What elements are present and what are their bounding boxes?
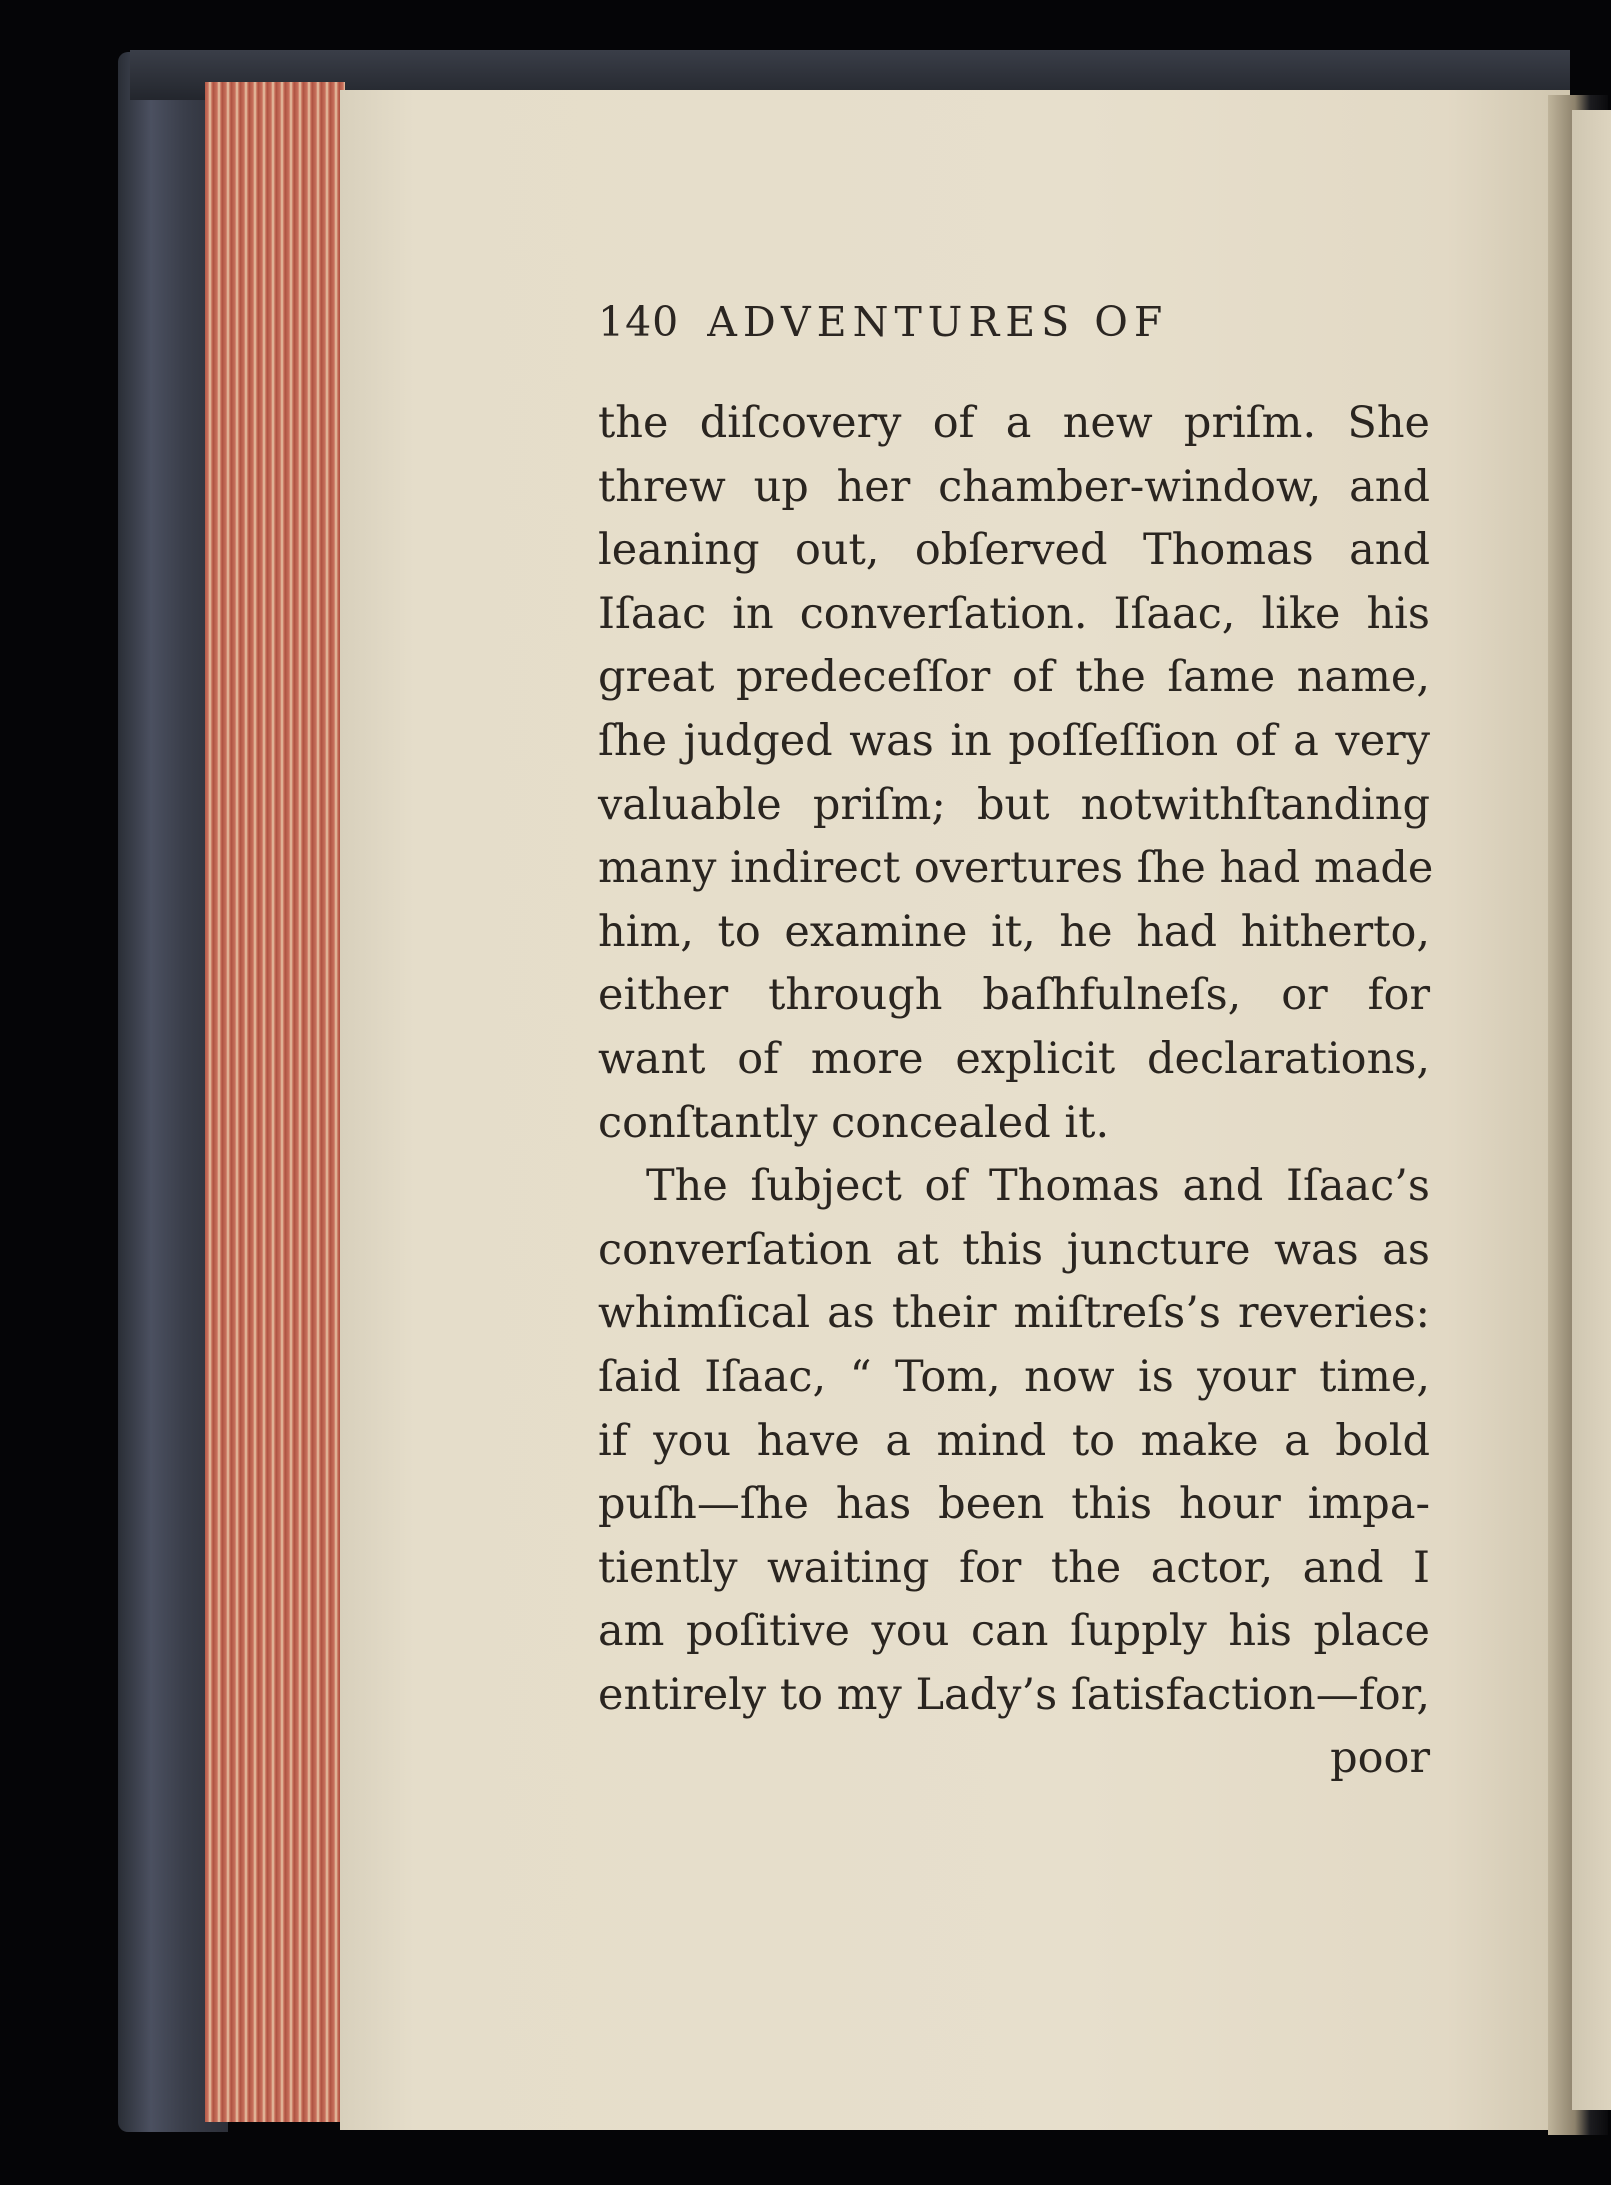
text-line: tiently waiting for the actor, and I	[598, 1542, 1430, 1593]
running-head	[598, 298, 1358, 346]
text-line: Iſaac in converſation. Iſaac, like his	[598, 588, 1430, 639]
facing-page-edge	[1572, 110, 1611, 2110]
text-line: am poſitive you can ſupply his place	[598, 1606, 1430, 1657]
page-edges	[205, 82, 345, 2122]
body-text	[598, 392, 1434, 1791]
text-line: puſh—ſhe has been this hour impa-	[598, 1479, 1430, 1530]
page-number: 140	[598, 298, 680, 346]
text-line: the diſcovery of a new priſm. She	[598, 398, 1430, 448]
text-line: entirely to my Lady’s ſatisfaction—for,	[598, 1669, 1431, 1720]
text-line: either through baſhfulneſs, or for	[598, 970, 1430, 1021]
text-line: The ſubject of Thomas and Iſaac’s	[646, 1161, 1430, 1212]
text-line: great predeceſſor of the ſame name,	[598, 652, 1430, 703]
text-line: leaning out, obſerved Thomas and	[598, 525, 1430, 576]
text-line: valuable priſm; but notwithſtanding	[598, 779, 1430, 830]
text-line: if you have a mind to make a bold	[598, 1415, 1430, 1466]
text-line: ſaid Iſaac, “ Tom, now is your time,	[598, 1351, 1430, 1402]
text-line: want of more explicit declarations,	[598, 1033, 1430, 1084]
text-line: many indirect overtures ſhe had made	[598, 843, 1434, 894]
catchword: poor	[1330, 1733, 1430, 1784]
text-line: whimſical as their miſtreſs’s reveries:	[598, 1288, 1430, 1339]
text-line: converſation at this juncture was as	[598, 1224, 1430, 1275]
text-line: him, to examine it, he had hitherto,	[598, 906, 1430, 957]
text-line: ſhe judged was in poſſeſſion of a very	[598, 715, 1430, 766]
text-line: threw up her chamber-window, and	[598, 461, 1430, 512]
text-line: conſtantly concealed it.	[598, 1097, 1110, 1148]
running-title: ADVENTURES OF	[707, 298, 1169, 346]
